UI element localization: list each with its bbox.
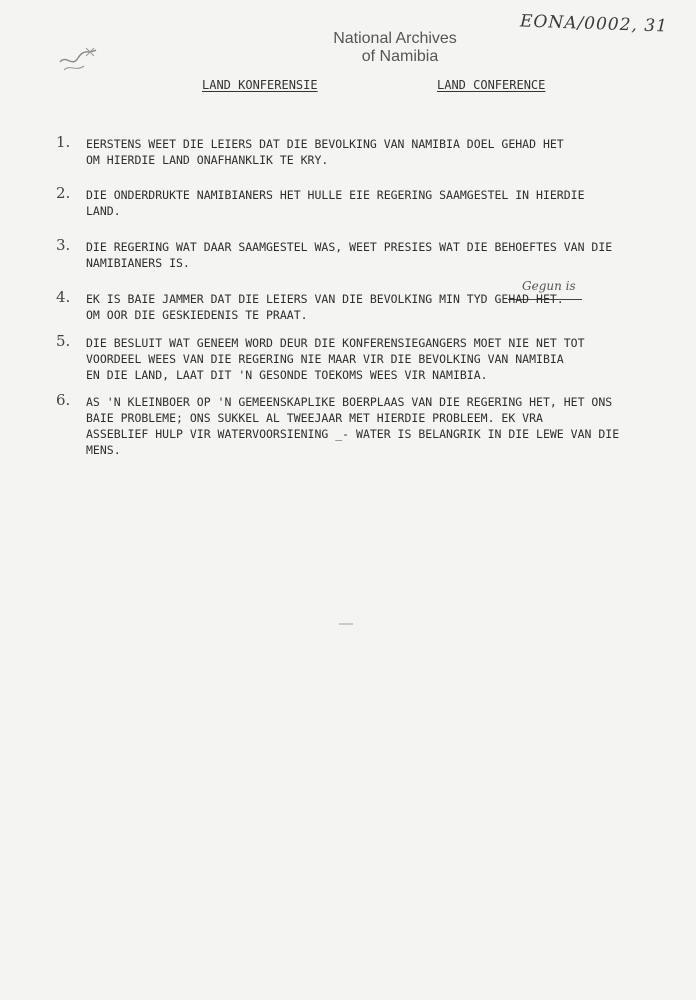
stamp-line-1: National Archives xyxy=(333,30,457,47)
item-line: OM OOR DIE GESKIEDENIS TE PRAAT. xyxy=(86,308,308,322)
item-line: BAIE PROBLEME; ONS SUKKEL AL TWEEJAAR MET HIERDIE PROBLEEM. EK VRA xyxy=(86,411,543,425)
item-line: EN DIE LAND, LAAT DIT 'N GESONDE TOEKOMS WEES VIR NAMIBIA. xyxy=(86,368,488,382)
item-line: DIE BESLUIT WAT GENEEM WORD DEUR DIE KONFERENSIEGANGERS MOET NIE NET TOT xyxy=(86,336,585,350)
item-line: NAMIBIANERS IS. xyxy=(86,256,190,270)
scan-speck xyxy=(338,622,354,626)
item-line: VOORDEEL WEES VAN DIE REGERING NIE MAAR VIR DIE BEVOLKING VAN NAMIBIA xyxy=(86,352,564,366)
item-line: AS 'N KLEINBOER OP 'N GEMEENSKAPLIKE BOERPLAAS VAN DIE REGERING HET, HET ONS xyxy=(86,395,613,409)
item-number: 2. xyxy=(56,184,71,202)
item-line: EK IS BAIE JAMMER DAT DIE LEIERS VAN DIE BEVOLKING MIN TYD GEHAD HET. xyxy=(86,292,564,306)
item-line: DIE ONDERDRUKTE NAMIBIANERS HET HULLE EIE REGERING SAAMGESTEL IN HIERDIE xyxy=(86,188,585,202)
handwritten-mark xyxy=(56,44,102,74)
item-number: 1. xyxy=(56,133,71,151)
stamp-line-2: of Namibia xyxy=(361,48,439,65)
item-line: LAND. xyxy=(86,204,121,218)
archive-stamp xyxy=(300,30,490,66)
item-line: OM HIERDIE LAND ONAFHANKLIK TE KRY. xyxy=(86,153,329,167)
heading-english: LAND CONFERENCE xyxy=(437,78,546,92)
item-line: ASSEBLIEF HULP VIR WATERVOORSIENING _- WATER IS BELANGRIK IN DIE LEWE VAN DIE xyxy=(86,427,620,441)
item-number: 4. xyxy=(56,288,71,306)
item-line: DIE REGERING WAT DAAR SAAMGESTEL WAS, WEET PRESIES WAT DIE BEHOEFTES VAN DIE xyxy=(86,240,613,254)
item-number: 5. xyxy=(56,332,71,350)
item-number: 3. xyxy=(56,236,71,254)
archive-reference: EONA/0002, 31 xyxy=(519,11,669,37)
item-line: MENS. xyxy=(86,443,121,457)
item-line: EERSTENS WEET DIE LEIERS DAT DIE BEVOLKING VAN NAMIBIA DOEL GEHAD HET xyxy=(86,137,564,151)
handwritten-correction: Gegun is xyxy=(522,279,576,293)
item-number: 6. xyxy=(56,391,71,409)
heading-afrikaans: LAND KONFERENSIE xyxy=(202,78,318,92)
